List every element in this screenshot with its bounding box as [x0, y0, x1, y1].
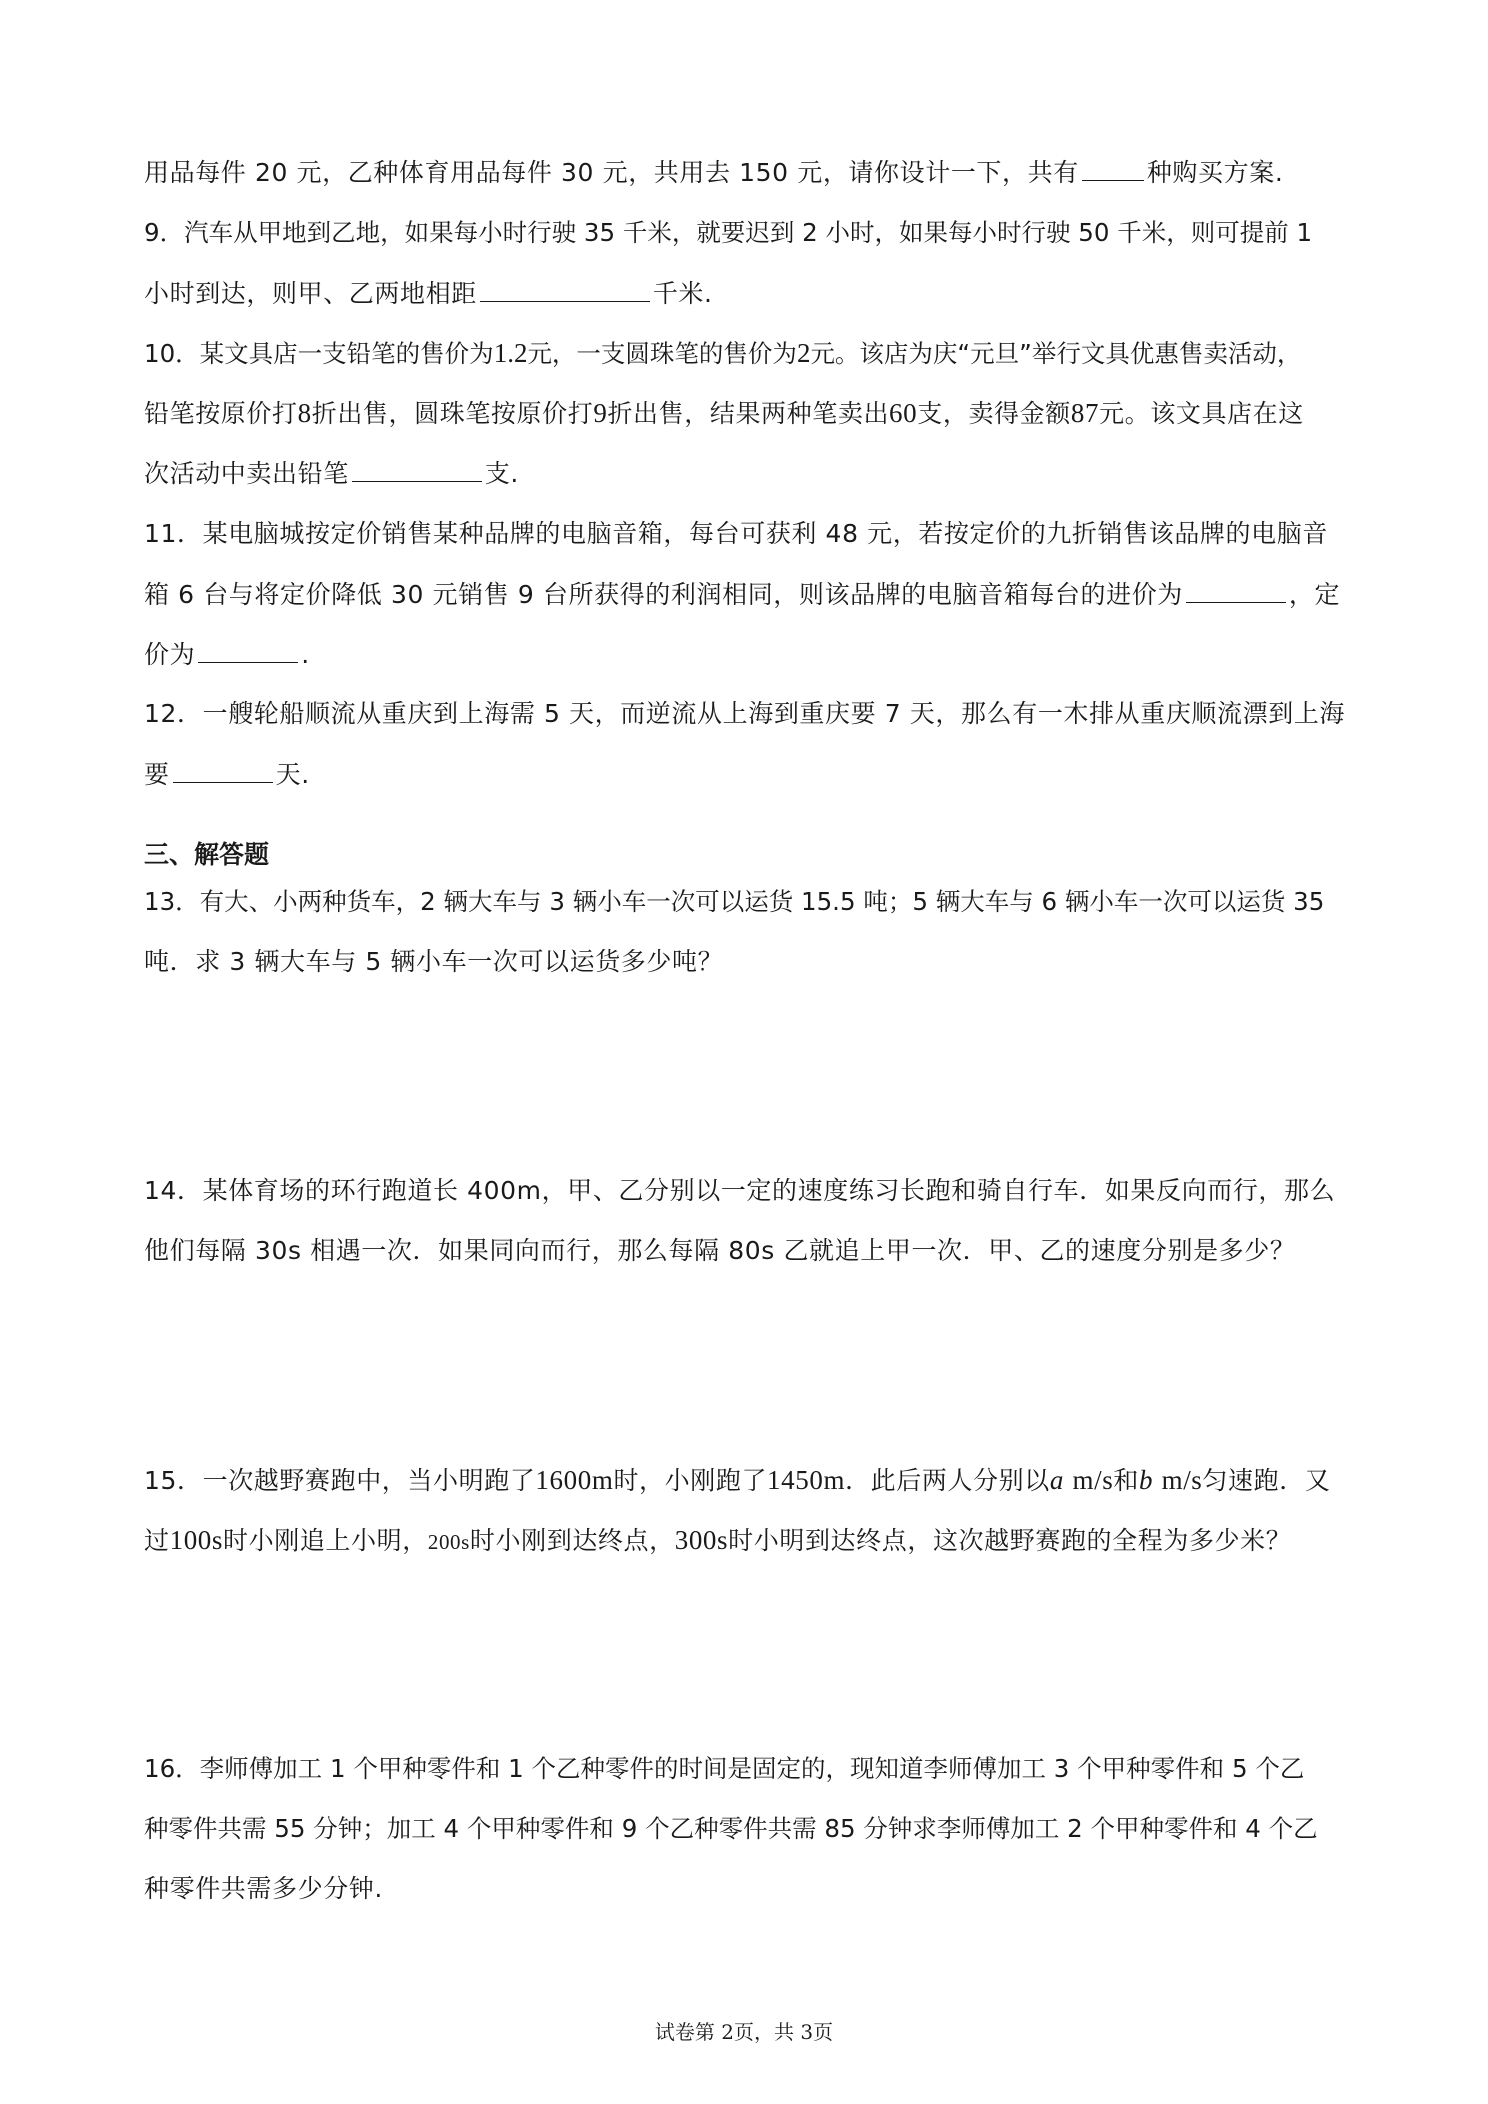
q10-value: 9 [593, 398, 608, 428]
q12-line-2 [144, 756, 1354, 793]
q8-line [144, 154, 1354, 191]
section-heading: 三、解答题 [144, 840, 270, 869]
q10-value: 60 [889, 398, 918, 428]
q10-text: 次活动中卖出铅笔 [144, 459, 349, 488]
q10-text: 折出售，圆珠笔按原价打 [311, 399, 594, 428]
q9-line-2 [144, 275, 1354, 312]
q11-text-2a: 箱 6 台与将定价降低 30 元销售 9 台所获得的利润相同，则该品牌的电脑音箱每台的进价为 [144, 580, 1183, 609]
q10-text: 元，一支圆珠笔的售价为 [527, 339, 797, 368]
q15-value: 100s [169, 1525, 224, 1555]
q10-text: 折出售，结果两种笔卖出 [607, 399, 890, 428]
q13-line-1 [144, 884, 1354, 920]
q15-line-1 [144, 1462, 1354, 1499]
q15-text: 和 [1113, 1466, 1139, 1495]
q10-value: 87 [1070, 398, 1100, 428]
q11-text-2b: ，定 [1288, 580, 1341, 609]
q12-text-2a: 要 [144, 760, 170, 789]
q10-line-2 [144, 395, 1354, 432]
q12-text-1: 12．一艘轮船顺流从重庆到上海需 5 天，而逆流从上海到重庆要 7 天，那么有一木排从重庆顺流漂到上海 [144, 699, 1346, 728]
q14-text-1: 14．某体育场的环行跑道长 400m，甲、乙分别以一定的速度练习长跑和骑自行车．如果反向而行，那么 [144, 1176, 1336, 1205]
answer-blank [352, 455, 482, 482]
q15-variable-a: a [1049, 1465, 1064, 1495]
q11-text-3a: 价为 [144, 640, 196, 669]
q15-text: 15．一次越野赛跑中，当小明跑了 [144, 1466, 536, 1495]
q16-line-1 [144, 1751, 1354, 1787]
q11-text-1: 11．某电脑城按定价销售某种品牌的电脑音箱，每台可获利 48 元，若按定价的九折销售该品牌的电脑音 [144, 519, 1328, 548]
answer-blank [173, 756, 273, 783]
page-footer: 试卷第 2页，共 3页 [654, 2020, 834, 2044]
q13-text-1: 13．有大、小两种货车，2 辆大车与 3 辆小车一次可以运货 15.5 吨；5 辆大车与 6 辆小车一次可以运货 35 [144, 887, 1325, 916]
q10-text: 铅笔按原价打 [144, 399, 298, 428]
q10-value: 1.2 [493, 338, 528, 368]
q9-text-1: 9．汽车从甲地到乙地，如果每小时行驶 35 千米，就要迟到 2 小时，如果每小时行驶 50 千米，则可提前 1 [144, 218, 1313, 247]
answer-blank [1186, 576, 1286, 603]
q15-text: ．此后两人分别以 [845, 1466, 1050, 1495]
q10-text: 元。该文具店在这 [1099, 399, 1304, 428]
q9-text-2b: 千米. [652, 279, 713, 308]
q11-text-3b: . [301, 640, 310, 669]
q10-line-3 [144, 455, 1354, 492]
q16-line-3 [144, 1871, 1354, 1907]
q14-line-1 [144, 1173, 1354, 1209]
q15-line-2 [144, 1522, 1354, 1560]
q10-text: 支，卖得金额 [917, 399, 1071, 428]
q15-value: 300s [674, 1525, 729, 1555]
answer-blank [480, 275, 650, 302]
q9-text-2a: 小时到达，则甲、乙两地相距 [144, 279, 477, 308]
q15-unit: m/s [1072, 1465, 1114, 1495]
q16-text-1: 16．李师傅加工 1 个甲种零件和 1 个乙种零件的时间是固定的，现知道李师傅加工 3 个甲种零件和 5 个乙 [144, 1754, 1305, 1783]
q15-text: 时，小刚跑了 [613, 1466, 768, 1495]
q10-value: 2 [796, 338, 811, 368]
q13-line-2 [144, 944, 1354, 980]
q12-text-2b: 天. [275, 760, 310, 789]
q16-text-3: 种零件共需多少分钟. [144, 1874, 383, 1903]
q10-value: 8 [297, 398, 312, 428]
q12-line-1 [144, 696, 1354, 732]
q14-text-2: 他们每隔 30s 相遇一次．如果同向而行，那么每隔 80s 乙就追上甲一次．甲、乙的速度分别是多少？ [144, 1236, 1296, 1265]
q15-value: 1450m [767, 1465, 846, 1495]
q15-text: 时小刚追上小明， [223, 1526, 428, 1555]
answer-blank [198, 636, 298, 663]
q15-text: 时小刚到达终点， [469, 1526, 675, 1555]
q15-text: 时小明到达终点，这次越野赛跑的全程为多少米？ [728, 1526, 1292, 1555]
q10-text: 元。该店为庆“元旦”举行文具优惠售卖活动， [810, 339, 1302, 368]
q15-value: 1600m [535, 1465, 614, 1495]
q8-text-after: 种购买方案. [1146, 158, 1284, 187]
answer-blank [1082, 154, 1144, 181]
q15-text: 过 [144, 1526, 170, 1555]
q14-line-2 [144, 1233, 1354, 1269]
q13-text-2: 吨．求 3 辆大车与 5 辆小车一次可以运货多少吨？ [144, 947, 724, 976]
q10-text: 支. [484, 459, 519, 488]
q8-text-before: 用品每件 20 元，乙种体育用品每件 30 元，共用去 150 元，请你设计一下，共有 [144, 158, 1079, 187]
q11-line-3 [144, 636, 1354, 673]
q16-text-2: 种零件共需 55 分钟；加工 4 个甲种零件和 9 个乙种零件共需 85 分钟求李师傅加工 2 个甲种零件和 4 个乙 [144, 1814, 1318, 1843]
q16-line-2 [144, 1811, 1354, 1847]
q10-line-1 [144, 335, 1354, 372]
q15-value: 200s [427, 1530, 470, 1554]
q11-line-2 [144, 576, 1354, 613]
q11-line-1 [144, 516, 1354, 552]
q15-unit: m/s [1161, 1465, 1203, 1495]
q10-text: 10．某文具店一支铅笔的售价为 [144, 339, 494, 368]
q15-text: 匀速跑．又 [1202, 1466, 1331, 1495]
q15-variable-b: b [1138, 1465, 1154, 1495]
q9-line-1 [144, 215, 1354, 251]
